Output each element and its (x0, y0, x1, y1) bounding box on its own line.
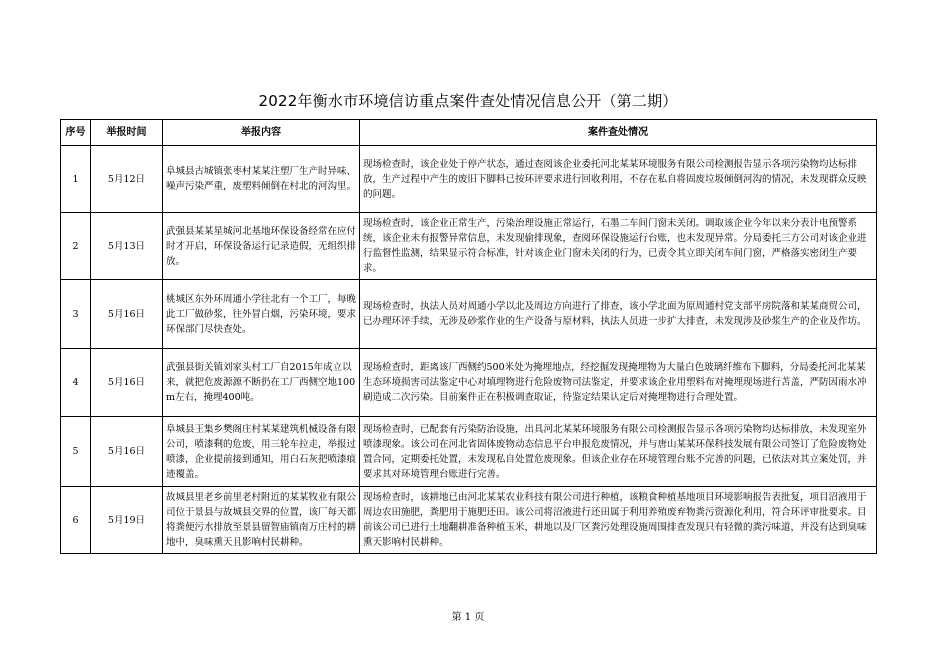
table-row (61, 280, 877, 349)
table-row (61, 417, 877, 487)
table-row (61, 146, 877, 213)
row-case-result: 现场检查时，已配套有污染防治设施，出具河北某某环境服务有限公司检测报告显示各项污染物均达标排放，未发现室外喷漆现象。该公司在河北省固体废物动态信息平台申报危废情况，并与唐山某某环保科技发展有限公司签订了危险废物处置合同，定期委托处置，未发现私自处置危废现象。但该企业存在环境管理台账不完善的问题，已依法对其立案处罚，并要求其对环境管理台账进行完善。 (360, 417, 877, 487)
row-serial-number: 5 (61, 417, 91, 487)
header-report-content: 举报内容 (163, 120, 360, 146)
row-case-result: 现场检查时，距离该厂西侧约500米处为掩埋地点，经挖掘发现掩埋物为大量白色玻璃纤维布下脚料，分局委托河北某某生态环境损害司法鉴定中心对填埋物进行危险废物司法鉴定，并要求该企业用塑料布对掩埋现场进行苫盖，严防因雨水冲刷造成二次污染。目前案件正在积极调查取证，待鉴定结果认定后对掩埋物进行合理处置。 (360, 349, 877, 417)
case-table (60, 119, 877, 554)
row-case-result: 现场检查时，该企业正常生产，污染治理设施正常运行，石墨二车间门窗未关闭。调取该企业今年以来分表计电预警系统，该企业未有报警异常信息，未发现偷排现象，查阅环保设施运行台账，也未发现异常。分局委托三方公司对该企业进行监督性监测，结果显示符合标准，针对该企业门窗未关闭的行为，已责令其立即关闭车间门窗，严格落实密闭生产要求。 (360, 213, 877, 280)
row-serial-number: 1 (61, 146, 91, 213)
row-report-date: 5月16日 (91, 417, 163, 487)
table-row (61, 213, 877, 280)
document-title: 2022年衡水市环境信访重点案件查处情况信息公开（第二期） (258, 92, 678, 110)
row-serial-number: 2 (61, 213, 91, 280)
page-number: 第 1 页 (451, 612, 485, 623)
row-report-content: 阜城县古城镇张枣村某某注塑厂生产时异味、噪声污染严重，废塑料倾倒在村北的河沟里。 (163, 146, 360, 213)
table-row (61, 349, 877, 417)
header-serial-number: 序号 (61, 120, 91, 146)
row-serial-number: 4 (61, 349, 91, 417)
header-report-date: 举报时间 (91, 120, 163, 146)
table-header-row (61, 120, 877, 146)
row-report-date: 5月19日 (91, 487, 163, 554)
row-serial-number: 6 (61, 487, 91, 554)
header-case-result: 案件查处情况 (360, 120, 877, 146)
table-row (61, 487, 877, 554)
row-case-result: 现场检查时，执法人员对周通小学以北及周边方向进行了排查，该小学北面为原周通村党支部平房院落和某某商贸公司，已办理环评手续，无涉及砂浆作业的生产设备与原材料，执法人员进一步扩大排查，未发现涉及砂浆生产的企业及作坊。 (360, 280, 877, 349)
row-serial-number: 3 (61, 280, 91, 349)
row-report-content: 桃城区东外环周通小学往北有一个工厂，每晚此工厂做砂浆，往外冒白烟，污染环境，要求环保部门尽快查处。 (163, 280, 360, 349)
row-report-content: 武强县某某星城河北基地环保设备经常在应付时才开启，环保设备运行记录造假，无组织排放。 (163, 213, 360, 280)
row-report-date: 5月12日 (91, 146, 163, 213)
row-report-content: 武强县街关镇刘家头村工厂自2015年成立以来，就把危废源源不断扔在工厂西侧空地100m左右，掩埋400吨。 (163, 349, 360, 417)
row-case-result: 现场检查时，该企业处于停产状态，通过查阅该企业委托河北某某环境服务有限公司检测报告显示各项污染物均达标排放，生产过程中产生的废旧下脚料已按环评要求进行回收利用，不存在私自将固废垃圾倾倒河沟的情况，未发现群众反映的问题。 (360, 146, 877, 213)
row-case-result: 现场检查时，该耕地已由河北某某农业科技有限公司进行种植，该粮食种植基地项目环境影响报告表批复，项目沼液用于周边农田施肥，粪肥用于施肥还田。该公司将沼液进行还田属于利用养殖废弃物粪污资源化利用，符合环评审批要求。目前该公司已进行土地翻耕准备种植玉米，耕地以及厂区粪污处理设施周围排查发现只有轻微的粪污味道，并没有达到臭味熏天影响村民耕种。 (360, 487, 877, 554)
row-report-date: 5月13日 (91, 213, 163, 280)
row-report-date: 5月16日 (91, 280, 163, 349)
row-report-content: 阜城县王集乡樊阁庄村某某建筑机械设备有限公司，喷漆剩的危废，用三轮车拉走，举报过喷漆，企业提前接到通知，用白石灰把喷漆痕迹覆盖。 (163, 417, 360, 487)
row-report-date: 5月16日 (91, 349, 163, 417)
row-report-content: 故城县里老乡前里老村附近的某某牧业有限公司位于景县与故城县交界的位置，该厂每天都将粪便污水排放至景县留智庙镇南万庄村的耕地中，臭味熏天且影响村民耕种。 (163, 487, 360, 554)
